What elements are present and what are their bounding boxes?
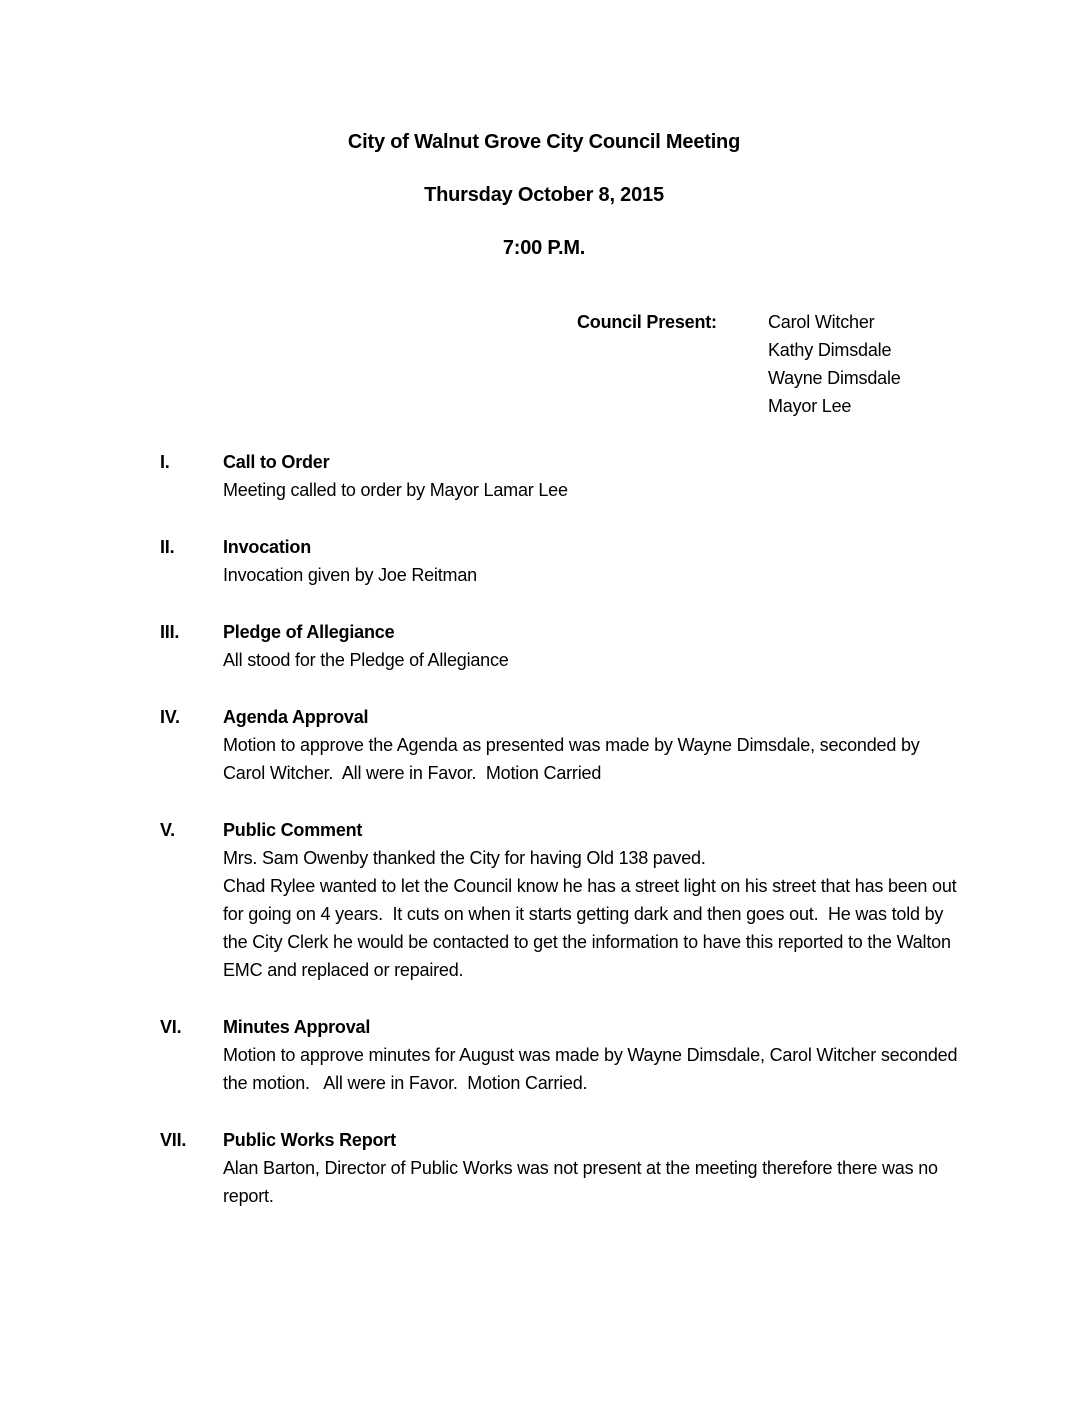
- section-content: [223, 533, 1088, 589]
- document-title: City of Walnut Grove City Council Meeting: [347, 131, 741, 153]
- section-body-line: EMC and replaced or repaired.: [223, 960, 464, 980]
- agenda-section: [160, 816, 1088, 984]
- section-heading: Public Comment: [223, 820, 363, 840]
- section-body-line: Invocation given by Joe Reitman: [223, 565, 477, 585]
- section-body-line: the motion. All were in Favor. Motion Carried.: [223, 1073, 588, 1093]
- agenda-sections: [160, 448, 1088, 1210]
- section-content: [223, 448, 1088, 504]
- section-body-line: All stood for the Pledge of Allegiance: [223, 650, 509, 670]
- section-heading: Public Works Report: [223, 1130, 396, 1150]
- section-body-line: Chad Rylee wanted to let the Council know he has a street light on his street that has been out: [223, 876, 957, 896]
- section-body-line: for going on 4 years. It cuts on when it starts getting dark and then goes out. He was told by: [223, 904, 944, 924]
- section-numeral: V.: [160, 820, 175, 840]
- section-content: [223, 703, 1088, 787]
- council-members-list: [768, 308, 901, 420]
- section-body-line: Motion to approve the Agenda as presented was made by Wayne Dimsdale, seconded by: [223, 735, 920, 755]
- section-content: [223, 1013, 1088, 1097]
- section-content: [223, 618, 1088, 674]
- agenda-section: [160, 1126, 1088, 1210]
- council-member-name: Mayor Lee: [768, 396, 852, 416]
- section-content: [223, 1126, 1088, 1210]
- section-body-line: report.: [223, 1186, 274, 1206]
- council-member-name: Kathy Dimsdale: [768, 340, 892, 360]
- section-numeral: VII.: [160, 1130, 187, 1150]
- section-heading: Pledge of Allegiance: [223, 622, 395, 642]
- section-numeral: II.: [160, 537, 175, 557]
- section-heading: Invocation: [223, 537, 312, 557]
- council-member-name: Wayne Dimsdale: [768, 368, 901, 388]
- section-body-line: Motion to approve minutes for August was made by Wayne Dimsdale, Carol Witcher seconded: [223, 1045, 958, 1065]
- section-numeral: I.: [160, 452, 170, 472]
- section-numeral: IV.: [160, 707, 180, 727]
- section-body-line: Alan Barton, Director of Public Works was not present at the meeting therefore there was no: [223, 1158, 938, 1178]
- agenda-section: [160, 618, 1088, 674]
- section-numeral: III.: [160, 622, 180, 642]
- council-present-block: [577, 308, 1088, 420]
- document-title-block: [0, 0, 1088, 262]
- section-body-line: Meeting called to order by Mayor Lamar Lee: [223, 480, 568, 500]
- council-member-name: Carol Witcher: [768, 312, 875, 332]
- council-present-label: Council Present:: [577, 312, 717, 332]
- agenda-section: [160, 448, 1088, 504]
- agenda-section: [160, 533, 1088, 589]
- agenda-section: [160, 1013, 1088, 1097]
- section-heading: Call to Order: [223, 452, 330, 472]
- document-date: Thursday October 8, 2015: [424, 184, 664, 206]
- section-body-line: the City Clerk he would be contacted to get the information to have this reported to the Walton: [223, 932, 951, 952]
- section-body-line: Carol Witcher. All were in Favor. Motion Carried: [223, 763, 602, 783]
- section-content: [223, 816, 1088, 984]
- section-body-line: Mrs. Sam Owenby thanked the City for having Old 138 paved.: [223, 848, 706, 868]
- section-heading: Agenda Approval: [223, 707, 369, 727]
- section-heading: Minutes Approval: [223, 1017, 371, 1037]
- agenda-section: [160, 703, 1088, 787]
- document-time: 7:00 P.M.: [502, 237, 586, 259]
- section-numeral: VI.: [160, 1017, 182, 1037]
